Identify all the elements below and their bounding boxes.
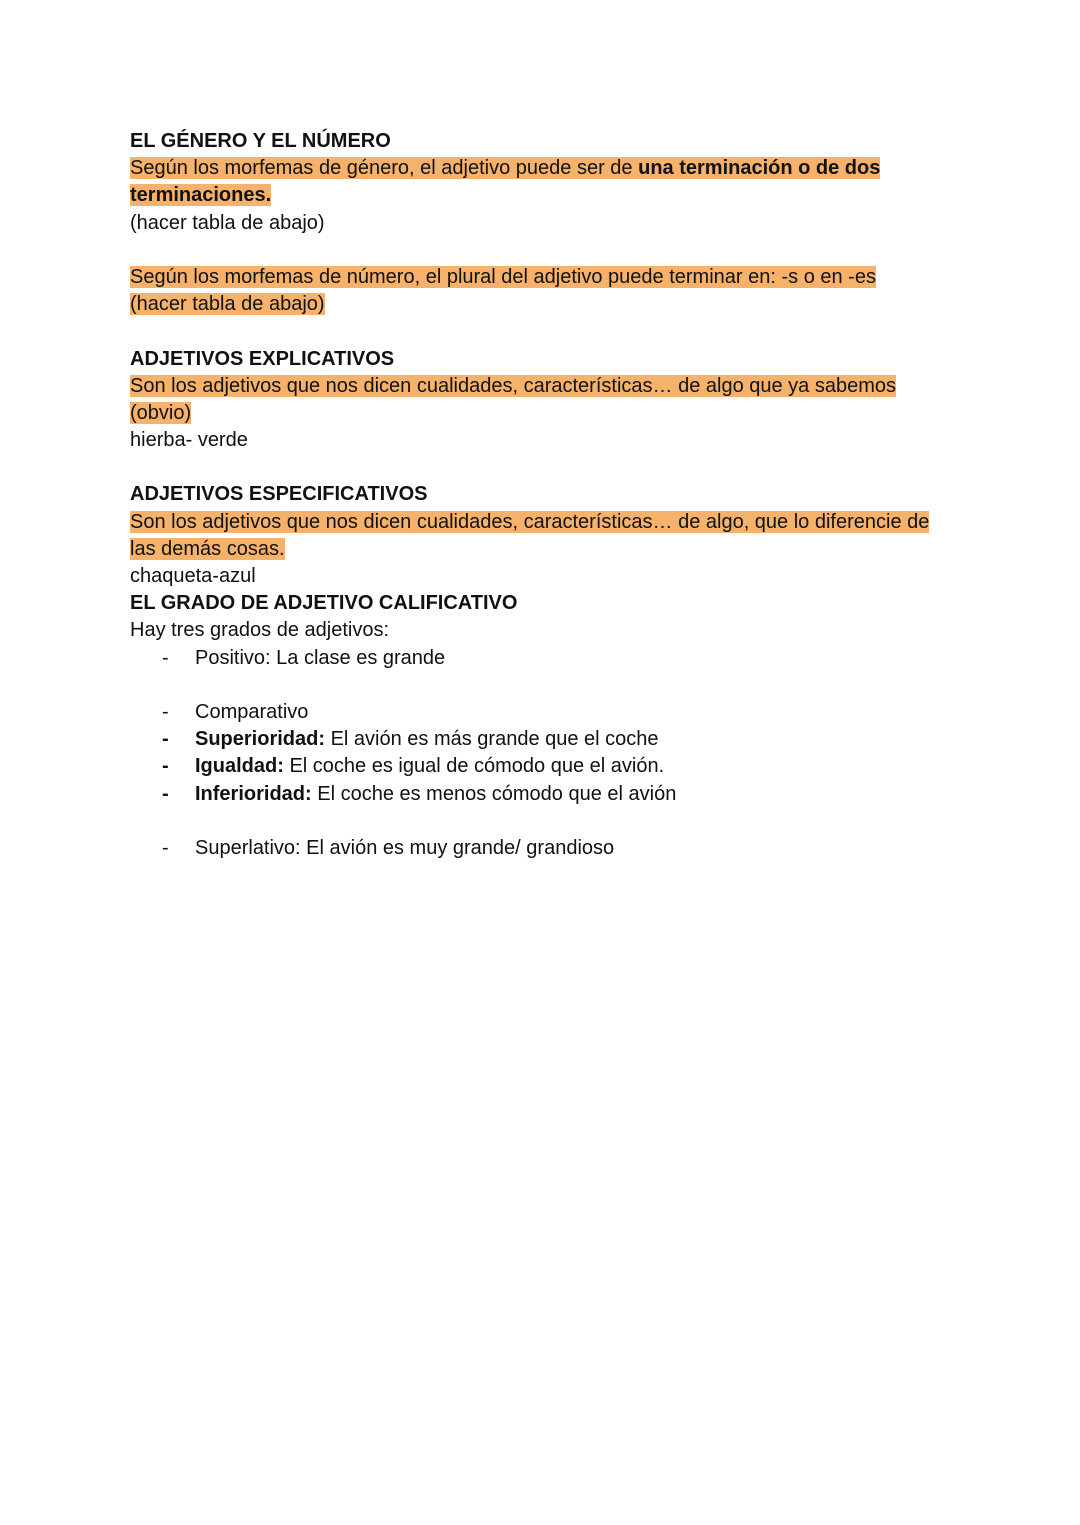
spacer [130, 454, 950, 481]
spacer [130, 808, 950, 835]
highlight-text: Según los morfemas de número, el plural del adjetivo puede terminar en: -s o en -es [130, 265, 876, 288]
dash-bullet: - [162, 755, 169, 778]
genero-paragraph-line2 [130, 182, 950, 209]
especificativos-example: chaqueta-azul [130, 565, 256, 587]
explicativos-line2 [130, 400, 950, 427]
spacer [130, 318, 950, 345]
list-item-text: Positivo: La clase es grande [195, 646, 446, 669]
list-item-comparativo [130, 699, 950, 726]
list-item-superioridad [130, 726, 950, 753]
highlight-text: (hacer tabla de abajo) [130, 293, 325, 316]
section-title-genero: EL GÉNERO Y EL NÚMERO [130, 130, 391, 152]
document-page [130, 128, 950, 862]
especificativos-line2 [130, 536, 950, 563]
list-item-igualdad [130, 753, 950, 780]
list-item-positivo [130, 645, 950, 672]
highlight-text: (obvio) [130, 401, 192, 424]
dash-bullet: - [162, 646, 169, 669]
list-item-text: El avión es más grande que el coche [325, 728, 659, 751]
list-item-text: El coche es igual de cómodo que el avión. [283, 755, 665, 778]
list-item-superlativo [130, 835, 950, 862]
section-title-grado: EL GRADO DE ADJETIVO CALIFICATIVO [130, 592, 518, 615]
list-item-inferioridad [130, 781, 950, 808]
list-item-text: El coche es menos cómodo que el avión [311, 782, 677, 805]
dash-bullet: - [162, 782, 169, 805]
dash-bullet: - [162, 836, 169, 859]
explicativos-example: hierba- verde [130, 429, 248, 452]
highlight-text: las demás cosas. [130, 537, 285, 560]
list-item-label: Superioridad: [195, 728, 326, 751]
list-item-label: Igualdad: [195, 755, 284, 778]
explicativos-line1 [130, 373, 950, 400]
list-item-text: Comparativo [195, 700, 309, 723]
grado-intro: Hay tres grados de adjetivos: [130, 619, 390, 642]
highlight-bold-text: terminaciones. [130, 184, 272, 207]
section-title-especificativos: ADJETIVOS ESPECIFICATIVOS [130, 483, 428, 506]
numero-note [130, 291, 950, 318]
especificativos-line1 [130, 509, 950, 536]
section-title-explicativos: ADJETIVOS EXPLICATIVOS [130, 347, 395, 370]
dash-bullet: - [162, 728, 169, 751]
list-item-text: Superlativo: El avión es muy grande/ grandioso [195, 836, 615, 859]
dash-bullet: - [162, 700, 169, 723]
highlight-text: Son los adjetivos que nos dicen cualidades, características… de algo, que lo diferencie de [130, 510, 930, 533]
list-item-label: Inferioridad: [195, 782, 312, 805]
genero-note: (hacer tabla de abajo) [130, 211, 325, 234]
spacer [130, 237, 950, 264]
highlight-text: Según los morfemas de género, el adjetivo puede ser de [130, 157, 639, 180]
spacer [130, 672, 950, 699]
genero-paragraph-line1 [130, 155, 950, 182]
highlight-text: Son los adjetivos que nos dicen cualidades, características… de algo que ya sabemos [130, 374, 897, 397]
highlight-bold-text: una terminación o de dos [638, 157, 881, 180]
numero-paragraph-line1 [130, 264, 950, 291]
